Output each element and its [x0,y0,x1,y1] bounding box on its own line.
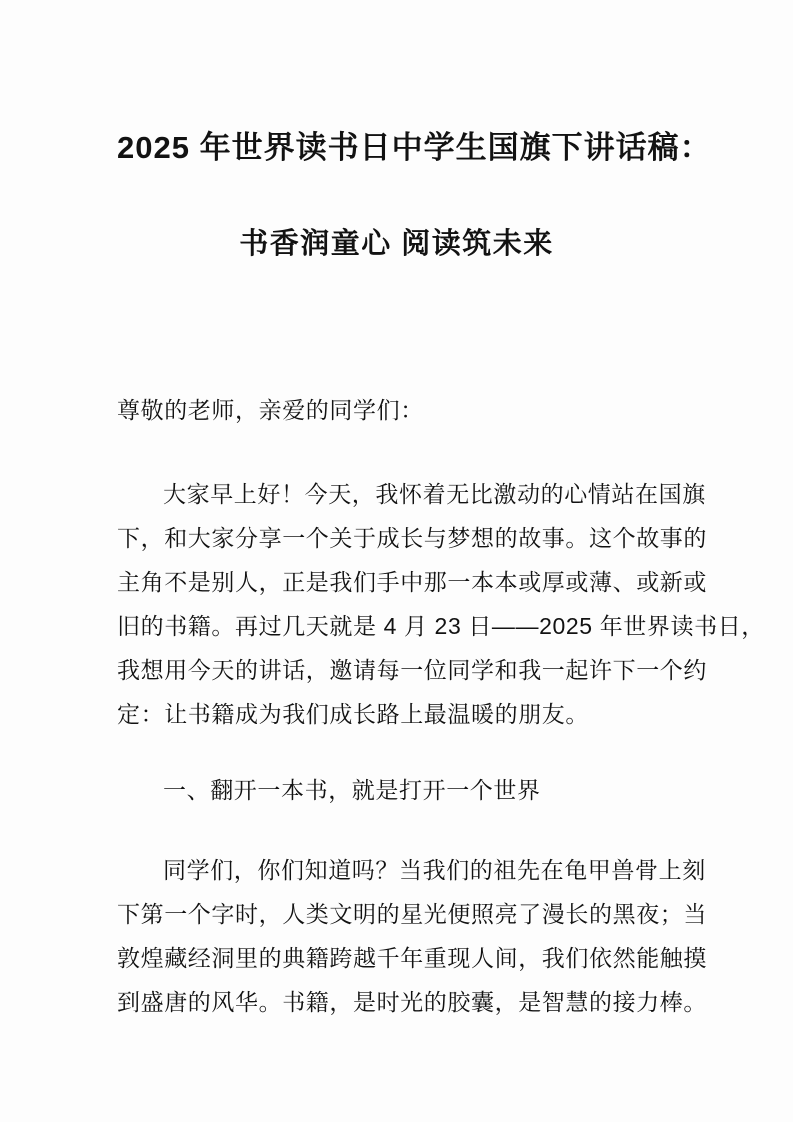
document-title-line-1: 2025 年世界读书日中学生国旗下讲话稿： [117,130,712,165]
paragraph-1-line-5: 我想用今天的讲话，邀请每一位同学和我一起许下一个约 [117,657,707,683]
section-1-heading: 一、翻开一本书，就是打开一个世界 [163,777,541,803]
paragraph-2-line-2: 下第一个字时，人类文明的星光便照亮了漫长的黑夜；当 [117,901,707,927]
greeting-line: 尊敬的老师，亲爱的同学们： [117,397,424,423]
paragraph-1-line-6: 定：让书籍成为我们成长路上最温暖的朋友。 [117,701,589,727]
paragraph-1-line-2: 下，和大家分享一个关于成长与梦想的故事。这个故事的 [117,525,707,551]
body-paragraph-2 [117,848,707,1024]
paragraph-1-line-3: 主角不是别人，正是我们手中那一本本或厚或薄、或新或 [117,569,707,595]
paragraph-2-line-4: 到盛唐的风华。书籍，是时光的胶囊，是智慧的接力棒。 [117,989,707,1015]
paragraph-2-line-1: 同学们，你们知道吗？当我们的祖先在龟甲兽骨上刻 [163,857,706,883]
paragraph-1-line-1: 大家早上好！今天，我怀着无比激动的心情站在国旗 [163,481,706,507]
paragraph-1-line-4: 旧的书籍。再过几天就是 4 月 23 日——2025 年世界读书日， [117,613,765,639]
document-title-line-2: 书香润童心 阅读筑未来 [239,228,554,260]
paragraph-2-line-3: 敦煌藏经洞里的典籍跨越千年重现人间，我们依然能触摸 [117,945,707,971]
body-paragraph-1 [117,472,765,736]
